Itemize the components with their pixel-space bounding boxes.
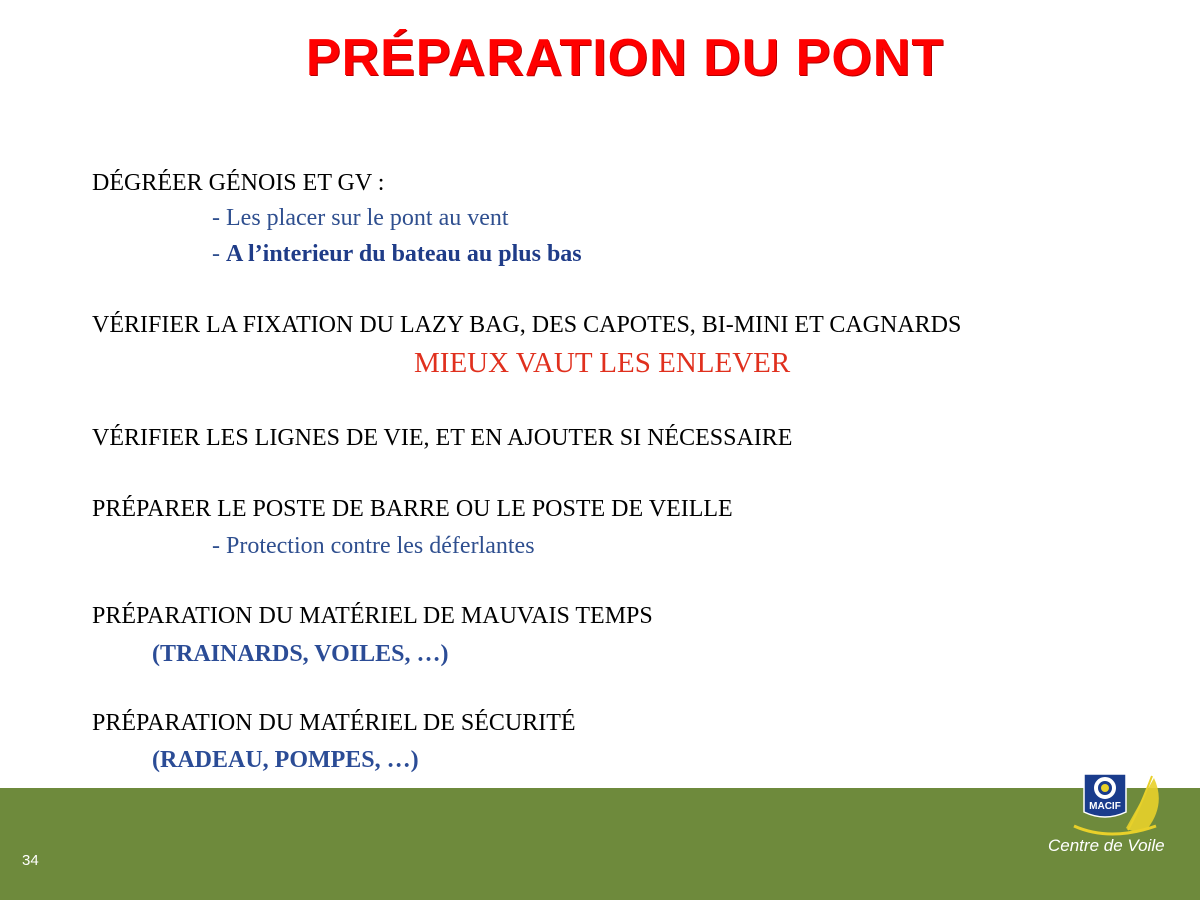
macif-logo-icon xyxy=(1040,768,1190,893)
section-item: - Protection contre les déferlantes xyxy=(212,533,535,559)
section-heading: PRÉPARATION DU MATÉRIEL DE SÉCURITÉ xyxy=(92,710,576,736)
brand-tagline: Centre de Voile xyxy=(1048,836,1165,855)
slide-title: PRÉPARATION DU PONT xyxy=(305,29,945,87)
section-item: - Les placer sur le pont au vent xyxy=(212,205,509,231)
section-heading: VÉRIFIER LA FIXATION DU LAZY BAG, DES CAPOTES, BI-MINI ET CAGNARDS xyxy=(92,312,962,338)
section-heading: PRÉPARER LE POSTE DE BARRE OU LE POSTE DE VEILLE xyxy=(92,496,733,522)
section-heading: DÉGRÉER GÉNOIS ET GV : xyxy=(92,170,385,196)
footer-band xyxy=(0,788,1200,900)
svg-text:MACIF: MACIF xyxy=(1089,801,1121,812)
section-detail: (RADEAU, POMPES, …) xyxy=(152,747,419,773)
page-number: 34 xyxy=(22,852,39,869)
section-item: - A l’interieur du bateau au plus bas xyxy=(212,241,582,267)
section-heading: VÉRIFIER LES LIGNES DE VIE, ET EN AJOUTER SI NÉCESSAIRE xyxy=(92,425,793,451)
section-note: MIEUX VAUT LES ENLEVER xyxy=(414,347,791,379)
section-heading: PRÉPARATION DU MATÉRIEL DE MAUVAIS TEMPS xyxy=(92,603,653,629)
section-detail: (TRAINARDS, VOILES, …) xyxy=(152,641,449,667)
